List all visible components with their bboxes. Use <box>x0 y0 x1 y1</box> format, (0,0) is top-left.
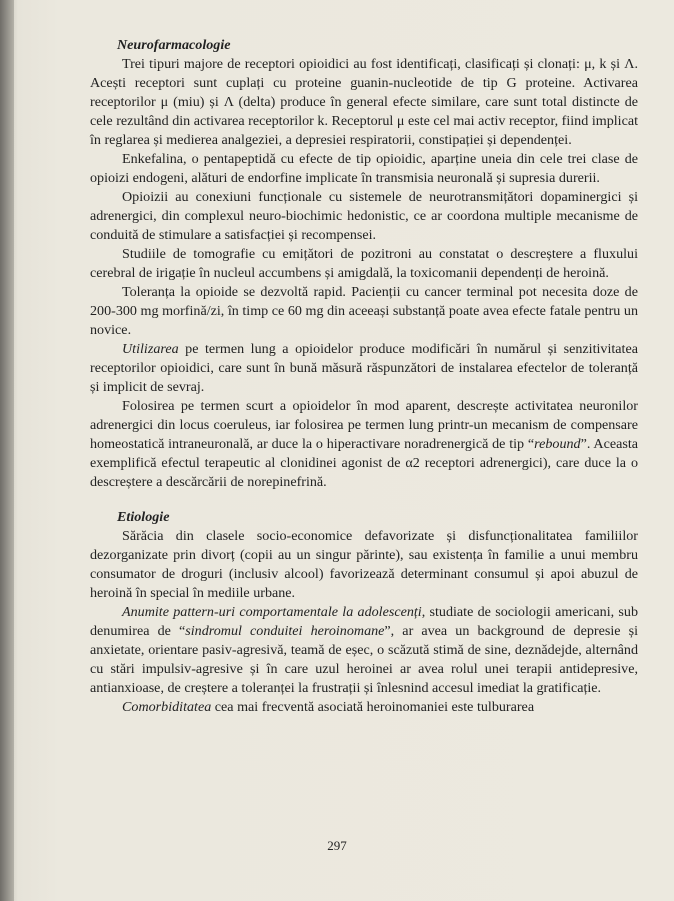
emphasis-term: rebound <box>534 436 581 452</box>
paragraph: Opioizii au conexiuni funcționale cu sistemele de neurotransmițători dopaminergici și adrenergici, din complexul neuro-biochimic hedonistic, ce ar coordona multiple mecanisme de conduită de stimulare a satisfacției și recompensei. <box>90 189 638 243</box>
paragraph-text: pe termen lung a opioidelor produce modificări în numărul și senzitivitatea receptorilor opioidici, care sunt în bună măsură răspunzători de instalarea efectelor de toleranță și implicit de sevraj. <box>90 341 638 395</box>
page-text-body <box>90 36 638 717</box>
page-number: 297 <box>327 838 347 853</box>
paragraph-text: ”. Aceasta exemplifică efectul terapeutic al clonidinei agonist de α2 receptori adrenergici), care duce la o descreștere a descărcării de norepinefrină. <box>90 436 638 490</box>
emphasis-term: sindromul conduitei heroinomane <box>185 623 385 639</box>
paragraph: Sărăcia din clasele socio-economice defavorizate și disfuncționalitatea familiilor dezorganizate prin divorț (copii au un singur părinte), sau existența în familie a unui membru consumator de droguri (inclusiv alcool) favorizează determinant consumul și apoi abuzul de heroină în special în mediile urbane. <box>90 528 638 601</box>
emphasis-term: Utilizarea <box>122 341 179 357</box>
paragraph-text: Folosirea pe termen scurt a opioidelor în mod aparent, descrește activitatea neuronilor adrenergici din locus coeruleus, iar folosirea pe termen lung printr-un mecanism de compensare homeostatică intraneuronală, ar duce la o hiperactivare noradrenergică de tip “ <box>90 398 638 452</box>
paragraph: Studiile de tomografie cu emițători de pozitroni au constatat o descreștere a fluxului cerebral de irigație în nucleul accumbens și amigdală, la toxicomanii dependenți de heroină. <box>90 246 638 281</box>
paragraph-text: cea mai frecventă asociată heroinomaniei este tulburarea <box>211 699 535 715</box>
book-spine-shadow <box>0 0 14 901</box>
section-heading-neurofarmacologie: Neurofarmacologie <box>117 37 231 53</box>
paragraph <box>90 397 638 492</box>
paragraph <box>90 698 638 717</box>
paragraph-text: , studiate de sociologii americani, sub denumirea de “ <box>90 604 639 639</box>
paragraph-text: ”, ar avea un background de depresie și anxietate, orientare pasiv-agresivă, teamă de eșec, o scăzută stimă de sine, deznădejde, alternând cu stări impulsiv-agresive și în care uzul heroinei ar avea rolul unei terapii antidepresive, antianxioase, de creștere a toleranței la frustrații și înlesnind accesul imediat la gratificație. <box>90 623 638 696</box>
paragraph: Toleranța la opioide se dezvoltă rapid. Pacienții cu cancer terminal pot necesita doze de 200-300 mg morfină/zi, în timp ce 60 mg din aceeași substanță poate avea efecte fatale pentru un novice. <box>90 284 638 338</box>
paragraph <box>90 340 638 397</box>
emphasis-term: Anumite pattern-uri comportamentale la adolescenți <box>122 604 422 620</box>
paragraph <box>90 603 638 698</box>
paragraph: Trei tipuri majore de receptori opioidici au fost identificați, clasificați și clonați: μ, k și Λ. Acești receptori sunt cuplați cu proteine guanin-nucleotide de tip G proteine. Activarea receptorilor μ (miu) și Λ (delta) produce în general efecte similare, care sunt total distincte de cele rezultând din activarea receptorilor k. Receptorul μ este cel mai activ receptor, fiind implicat în reglarea și medierea analgeziei, a depresiei respiratorii, constipației și dependenței. <box>90 56 638 148</box>
section-heading-etiologie: Etiologie <box>117 509 170 525</box>
emphasis-term: Comorbiditatea <box>122 699 212 715</box>
paragraph: Enkefalina, o pentapeptidă cu efecte de tip opioidic, aparține uneia din cele trei clase de opioizi endogeni, alături de endorfine implicate în transmisia neuronală și supresia durerii. <box>90 151 638 186</box>
